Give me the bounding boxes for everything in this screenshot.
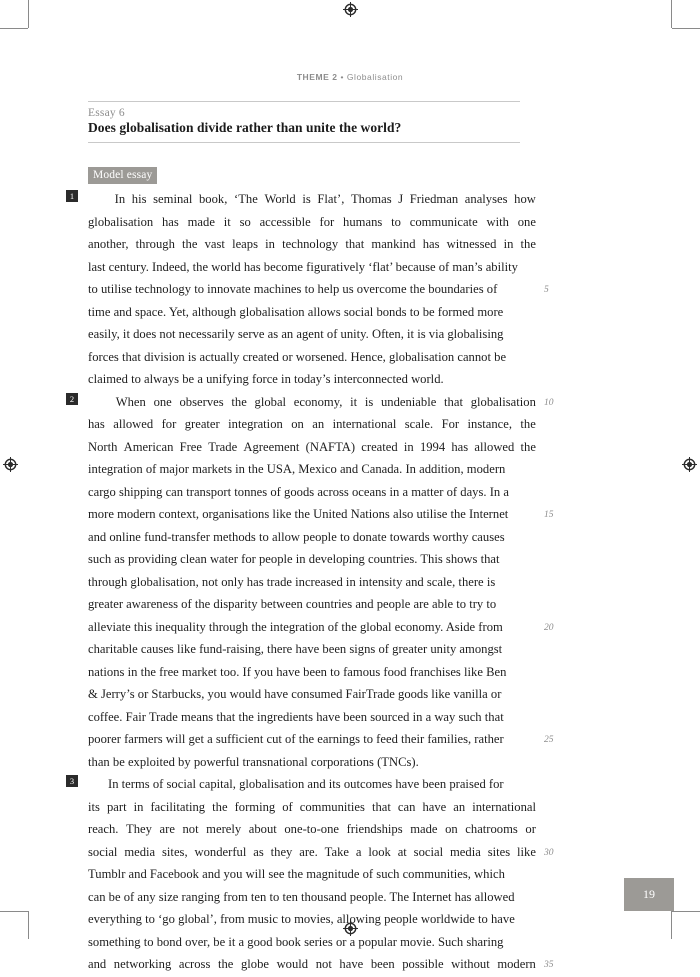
- word: 1994: [419, 439, 446, 454]
- word: it: [350, 394, 358, 409]
- text-line: [88, 233, 536, 256]
- text-line: [88, 391, 554, 414]
- line-text: can be of any size ranging from ten to ten thousand people. The Internet has allowed: [88, 889, 515, 904]
- word: in: [503, 237, 514, 251]
- word: international: [332, 417, 397, 431]
- word: American: [123, 439, 174, 454]
- line-text: claimed to always be a unifying force in today’s interconnected world.: [88, 372, 444, 386]
- essay-heading-block: [88, 101, 520, 143]
- word: instance,: [467, 417, 513, 431]
- word: part: [106, 799, 127, 814]
- word: they: [270, 844, 293, 859]
- word: In: [114, 192, 126, 206]
- word: North: [88, 439, 118, 454]
- word: scale.: [404, 417, 434, 431]
- running-head: [0, 72, 700, 82]
- word: been: [370, 957, 395, 971]
- text-line: [88, 683, 536, 706]
- word: the: [520, 237, 536, 251]
- word: media: [124, 844, 156, 859]
- word: not: [315, 957, 332, 971]
- essay-paragraph: [66, 188, 549, 391]
- crop-mark-top-left-vertical: [28, 0, 29, 28]
- word: social: [413, 844, 444, 859]
- page-number-badge: [624, 878, 674, 911]
- model-essay-tag-wrap: [88, 165, 157, 184]
- word: to: [391, 214, 401, 229]
- model-essay-tag: Model essay: [88, 167, 157, 184]
- heading-rule-bottom: [88, 142, 520, 143]
- line-text: time and space. Yet, although globalisation allows social bonds to be formed more: [88, 304, 504, 319]
- line-text: easily, it does not necessarily serve as an agent of unity. Often, it is via globalising: [88, 327, 504, 341]
- margin-line-number: 5: [544, 285, 549, 295]
- word: not: [182, 822, 199, 836]
- text-line: [88, 638, 536, 661]
- word: one-to-one: [284, 822, 340, 836]
- line-text: to utilise technology to innovate machines to help us overcome the boundaries of: [88, 282, 498, 296]
- word: made: [410, 822, 438, 836]
- line-text: integration of major markets in the USA, Mexico and Canada. In addition, modern: [88, 462, 506, 476]
- word: has: [451, 439, 469, 454]
- word: sites: [487, 844, 511, 859]
- text-line: [88, 593, 536, 616]
- word: They: [126, 822, 152, 836]
- word: World: [264, 192, 296, 206]
- word: Trade: [208, 439, 238, 454]
- word: a: [355, 844, 362, 859]
- word: ‘The: [234, 192, 258, 206]
- text-line: [88, 368, 536, 391]
- word: seminal: [153, 192, 193, 206]
- text-line: [88, 256, 536, 279]
- word: mankind: [371, 237, 416, 251]
- line-text: and online fund-transfer methods to allow people to donate towards worthy causes: [88, 529, 505, 544]
- word: humans: [343, 214, 383, 229]
- line-text: last century. Indeed, the world has become figuratively ‘flat’ because of man’s ability: [88, 259, 518, 274]
- word: leaps: [232, 237, 258, 251]
- word: created: [361, 439, 398, 454]
- crop-mark-top-right-vertical: [671, 0, 672, 28]
- word: Thomas: [350, 192, 392, 206]
- line-text: through globalisation, not only has trade increased in intensity and scale, there is: [88, 574, 496, 589]
- text-line: [88, 346, 536, 369]
- line-text: forces that division is actually created or worsened. Hence, globalisation cannot be: [88, 349, 507, 364]
- margin-line-number: 35: [544, 960, 554, 970]
- word: globe: [240, 957, 269, 971]
- word: global: [254, 394, 287, 409]
- text-line: [88, 908, 536, 931]
- word: on: [291, 417, 304, 431]
- margin-line-number: 10: [544, 397, 554, 408]
- essay-body: [66, 188, 554, 976]
- word: its: [88, 799, 100, 814]
- essay-number: Essay 6: [88, 107, 125, 119]
- word: forming: [234, 799, 276, 814]
- word: how: [514, 192, 536, 206]
- word: networking: [113, 957, 172, 971]
- paragraph-indent: [88, 188, 108, 211]
- line-text: Tumblr and Facebook and you will see the magnitude of such communities, which: [88, 867, 505, 881]
- crop-mark-bottom-left-horizontal: [0, 911, 28, 912]
- word: modern: [497, 957, 536, 971]
- text-line: [88, 211, 536, 234]
- paragraph-number-marker: 3: [66, 775, 78, 787]
- word: has: [88, 417, 105, 431]
- registration-mark-right: [682, 457, 697, 472]
- text-line: [88, 481, 536, 504]
- word: an: [453, 799, 466, 814]
- heading-rule-top: [88, 101, 520, 102]
- text-line: [88, 796, 536, 819]
- word: made: [187, 214, 215, 229]
- paragraph-indent: [88, 391, 108, 414]
- crop-mark-top-left-horizontal: [0, 28, 28, 29]
- word: Agreement: [243, 439, 300, 454]
- word: and: [88, 957, 107, 971]
- running-head-separator: •: [340, 72, 344, 82]
- word: or: [525, 822, 536, 836]
- text-line: [88, 773, 536, 796]
- word: communities: [299, 799, 365, 814]
- page-title: Does globalisation divide rather than unite the world?: [88, 120, 402, 135]
- line-text: In terms of social capital, globalisation and its outcomes have been praised for: [108, 777, 504, 791]
- margin-line-number: 15: [544, 510, 554, 520]
- word: one: [153, 394, 172, 409]
- word: with: [486, 214, 509, 229]
- word: has: [162, 214, 179, 229]
- word: vast: [204, 237, 225, 251]
- word: can: [397, 799, 416, 814]
- word: look: [368, 844, 391, 859]
- text-line: [88, 436, 536, 459]
- word: in: [265, 237, 275, 251]
- line-text: such as providing clean water for people in developing countries. This shows that: [88, 552, 500, 566]
- word: without: [451, 957, 490, 971]
- word: globalisation: [470, 394, 536, 409]
- text-line: [88, 571, 536, 594]
- text-line: [88, 886, 536, 909]
- word: of: [282, 799, 293, 814]
- word: through: [135, 237, 175, 251]
- word: possible: [402, 957, 444, 971]
- crop-mark-bottom-right-vertical: [671, 911, 672, 939]
- paragraph-number-marker: 2: [66, 393, 78, 405]
- word: Friedman: [409, 192, 459, 206]
- paragraph-number-marker: 1: [66, 190, 78, 202]
- word: social: [88, 844, 118, 859]
- word: in: [133, 799, 144, 814]
- word: as: [253, 844, 264, 859]
- word: allowed: [474, 439, 515, 454]
- line-text: charitable causes like fund-raising, there have been signs of greater unity amongst: [88, 642, 503, 656]
- text-line: [88, 458, 536, 481]
- line-text: greater awareness of the disparity between countries and people are able to try to: [88, 597, 497, 611]
- crop-mark-bottom-right-horizontal: [672, 911, 700, 912]
- word: the: [182, 237, 198, 251]
- word: communicate: [409, 214, 478, 229]
- text-line: [88, 278, 549, 301]
- word: (NAFTA): [305, 439, 356, 454]
- word: observes: [179, 394, 224, 409]
- word: accessible: [259, 214, 311, 229]
- word: has: [422, 237, 440, 251]
- word: about: [248, 822, 277, 836]
- line-text: coffee. Fair Trade means that the ingredients have been sourced in a way such that: [88, 709, 504, 724]
- text-line: [88, 323, 536, 346]
- registration-mark-left: [3, 457, 18, 472]
- running-head-topic: Globalisation: [346, 72, 404, 82]
- essay-paragraph: [66, 391, 554, 774]
- line-text: cargo shipping can transport tonnes of goods across oceans in a matter of days. In a: [88, 484, 509, 499]
- word: For: [441, 417, 460, 431]
- word: reach.: [88, 822, 119, 836]
- line-text: alleviate this inequality through the integration of the global economy. Aside from: [88, 619, 503, 634]
- word: is: [364, 394, 374, 409]
- margin-line-number: 30: [544, 847, 554, 858]
- margin-line-number: 20: [544, 622, 554, 633]
- word: J: [398, 192, 404, 206]
- word: Take: [324, 844, 350, 859]
- word: allowed: [113, 417, 154, 431]
- word: witnessed: [446, 237, 497, 251]
- word: would: [276, 957, 309, 971]
- word: integration: [228, 417, 283, 431]
- text-line: [88, 841, 554, 864]
- word: on: [445, 822, 458, 836]
- text-line: [88, 953, 554, 976]
- text-line: [88, 818, 536, 841]
- word: his: [131, 192, 147, 206]
- word: Free: [179, 439, 202, 454]
- word: the: [212, 799, 228, 814]
- text-line: [88, 616, 554, 639]
- text-line: [88, 503, 554, 526]
- word: book,: [199, 192, 228, 206]
- text-line: [88, 728, 554, 751]
- word: the: [520, 439, 536, 454]
- line-text: something to bond over, be it a good book series or a popular movie. Such sharing: [88, 934, 504, 949]
- word: the: [231, 394, 247, 409]
- word: are: [159, 822, 175, 836]
- line-text: nations in the free market too. If you have been to famous food franchises like Ben: [88, 664, 507, 679]
- word: like: [517, 844, 536, 859]
- word: one: [517, 214, 536, 229]
- word: that: [345, 237, 365, 251]
- word: greater: [184, 417, 220, 431]
- word: media: [449, 844, 481, 859]
- word: for: [319, 214, 335, 229]
- word: across: [178, 957, 211, 971]
- word: the: [520, 417, 536, 431]
- word: chatrooms: [465, 822, 518, 836]
- word: another,: [88, 237, 129, 251]
- word: so: [239, 214, 251, 229]
- text-line: [88, 706, 536, 729]
- text-line: [88, 301, 536, 324]
- line-text: poorer farmers will get a sufficient cut of the earnings to feed their families, rather: [88, 732, 504, 746]
- word: facilitating: [150, 799, 206, 814]
- line-text: than be exploited by powerful transnational corporations (TNCs).: [88, 754, 419, 769]
- text-line: [88, 751, 536, 774]
- word: that: [371, 799, 391, 814]
- word: undeniable: [380, 394, 437, 409]
- text-line: [88, 413, 536, 436]
- word: economy,: [293, 394, 343, 409]
- text-line: [88, 526, 536, 549]
- word: it: [223, 214, 231, 229]
- word: When: [115, 394, 146, 409]
- line-text: everything to ‘go global’, from music to movies, allowing people worldwide to have: [88, 912, 515, 926]
- page-number: 19: [643, 887, 655, 901]
- word: have: [422, 799, 447, 814]
- word: merely: [206, 822, 242, 836]
- word: for: [161, 417, 177, 431]
- word: sites,: [162, 844, 188, 859]
- word: the: [217, 957, 234, 971]
- word: is: [302, 192, 311, 206]
- line-text: & Jerry’s or Starbucks, you would have consumed FairTrade goods like vanilla or: [88, 687, 502, 701]
- text-line: [88, 863, 536, 886]
- word: at: [397, 844, 407, 859]
- crop-mark-bottom-left-vertical: [28, 911, 29, 939]
- text-line: [88, 188, 536, 211]
- crop-mark-top-right-horizontal: [672, 28, 700, 29]
- word: that: [444, 394, 463, 409]
- text-line: [88, 548, 536, 571]
- word: in: [403, 439, 414, 454]
- registration-mark-top: [343, 2, 358, 17]
- essay-paragraph: [66, 773, 554, 976]
- word: analyses: [464, 192, 508, 206]
- text-line: [88, 661, 536, 684]
- word: wonderful: [194, 844, 247, 859]
- word: international: [472, 799, 536, 814]
- word: technology: [282, 237, 339, 251]
- word: an: [312, 417, 325, 431]
- word: Flat’,: [317, 192, 345, 206]
- word: friendships: [346, 822, 403, 836]
- word: are.: [299, 844, 318, 859]
- margin-line-number: 25: [544, 735, 554, 745]
- running-head-theme: THEME 2: [296, 72, 338, 82]
- line-text: more modern context, organisations like the United Nations also utilise the Internet: [88, 507, 509, 521]
- text-line: [88, 931, 536, 954]
- word: have: [339, 957, 364, 971]
- word: globalisation: [88, 214, 154, 229]
